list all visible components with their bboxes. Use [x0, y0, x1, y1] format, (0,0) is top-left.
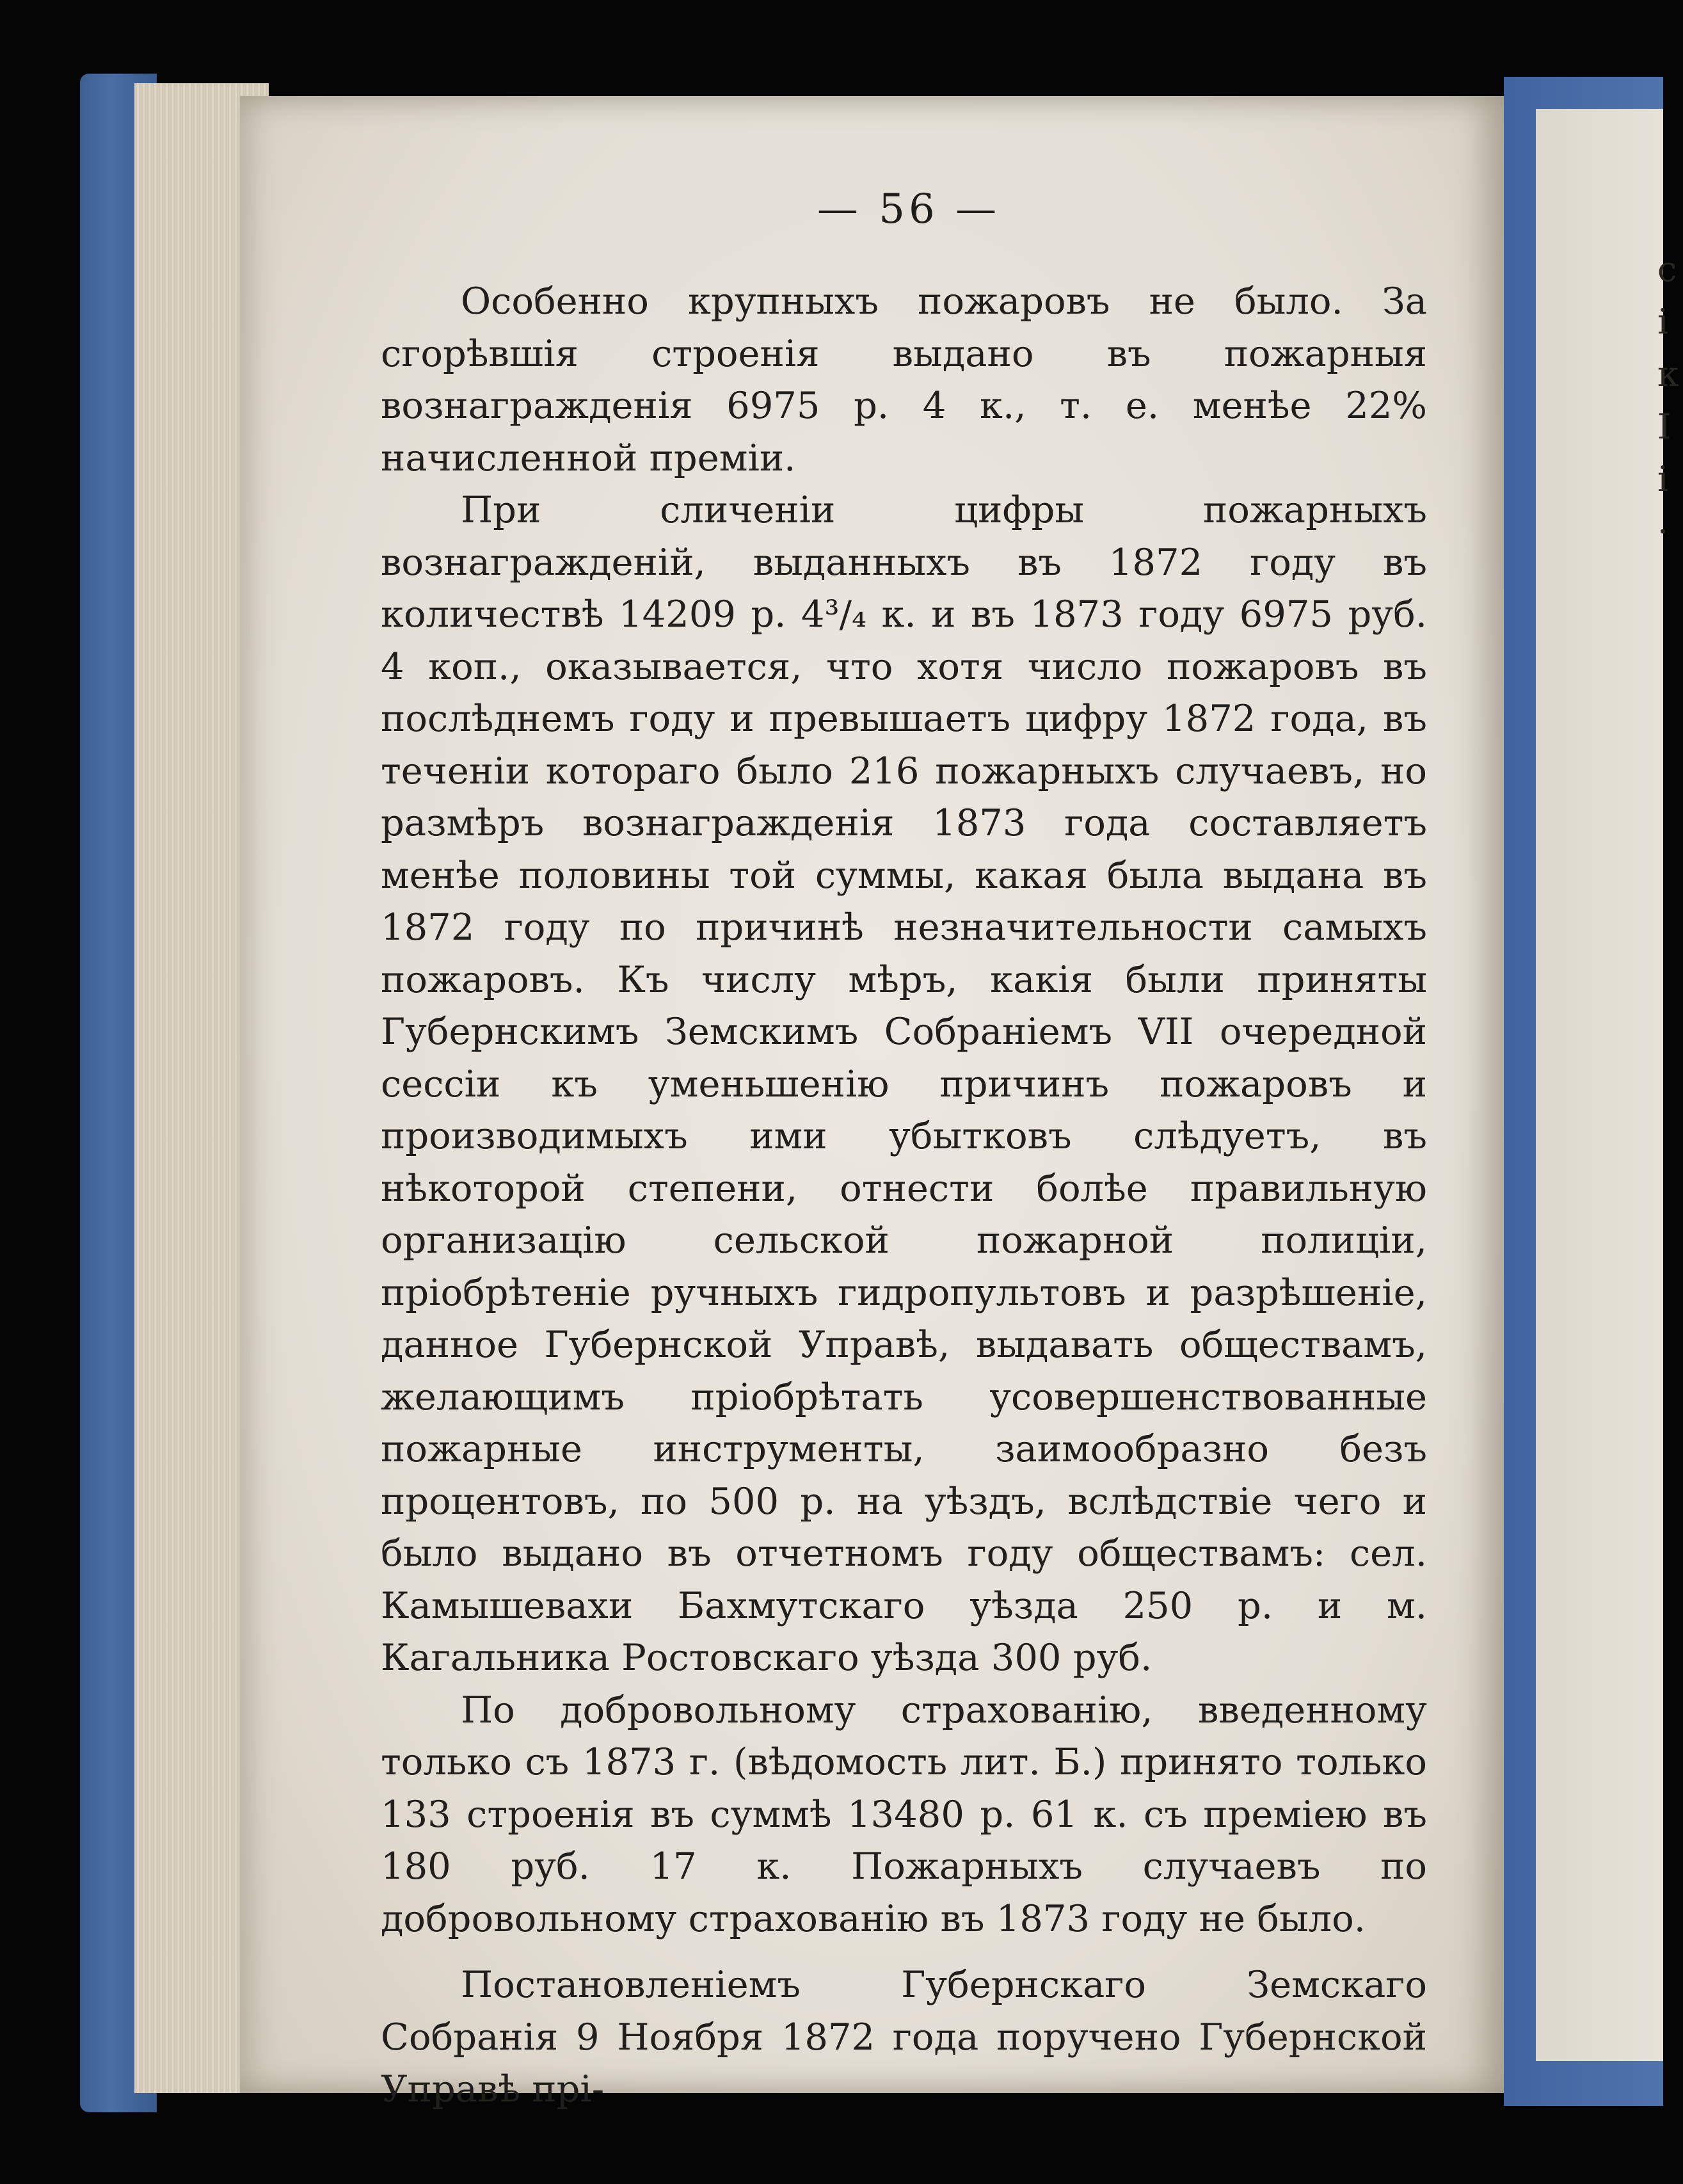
facing-letter: і [1657, 459, 1669, 499]
facing-letter: · [1657, 511, 1669, 552]
facing-page [1536, 109, 1663, 2061]
paragraph: При сличенiи цифры пожарныхъ вознагражденiй, выданныхъ въ 1872 году въ количествѣ 14209 р. 4³/₄ к. и въ 1873 году 6975 руб. 4 коп., оказывается, что хотя число пожаровъ въ послѣднемъ году и превышаетъ цифру 1872 года, въ теченiи котораго было 216 пожарныхъ случаевъ, но размѣръ вознагражденiя 1873 года составляетъ менѣе половины той суммы, какая была выдана въ 1872 году по причинѣ незначительности самыхъ пожаровъ. Къ числу мѣръ, какiя были приняты Губернскимъ Земскимъ Собранiемъ VII очередной сессiи къ уменьшенiю причинъ пожаровъ и производимыхъ ими убытковъ слѣдуетъ, въ нѣкоторой степени, отнести болѣе правильную организацiю сельской пожарной полицiи, прiобрѣтенiе ручныхъ гидропультовъ и разрѣшенiе, данное Губернской Управѣ, выдавать обществамъ, желающимъ прiобрѣтать усовершенствованные пожарные инструменты, заимообразно безъ процентовъ, по 500 р. на уѣздъ, вслѣдствiе чего и было выдано въ отчетномъ году обществамъ: сел. Камышевахи Бахмутскаго уѣзда 250 р. и м. Кагальника Ростовскаго уѣзда 300 руб. [381, 488, 1427, 1679]
page-body [381, 275, 1427, 2116]
paragraph: Постановленiемъ Губернскаго Земскаго Собранiя 9 Ноября 1872 года поручено Губернской Управѣ прi- [381, 1963, 1427, 2110]
paragraph: По добровольному страхованiю, введенному только съ 1873 г. (вѣдомость лит. Б.) принято только 133 строенiя въ суммѣ 13480 р. 61 к. съ премiею въ 180 руб. 17 к. Пожарныхъ случаевъ по добровольному страхованiю въ 1873 году не было. [381, 1688, 1427, 1940]
facing-page-letters [1657, 243, 1683, 558]
facing-letter: і [1657, 301, 1669, 342]
paragraph: Особенно крупныхъ пожаровъ не было. За сгорѣвшія строенія выдано въ пожарныя вознагражденія 6975 р. 4 к., т. е. менѣе 22% начисленной премiи. [381, 280, 1427, 479]
facing-letter: с [1657, 249, 1677, 289]
facing-letter: к [1657, 354, 1679, 394]
facing-letter: I [1657, 406, 1671, 447]
page-number: — 56 — [817, 186, 1001, 233]
